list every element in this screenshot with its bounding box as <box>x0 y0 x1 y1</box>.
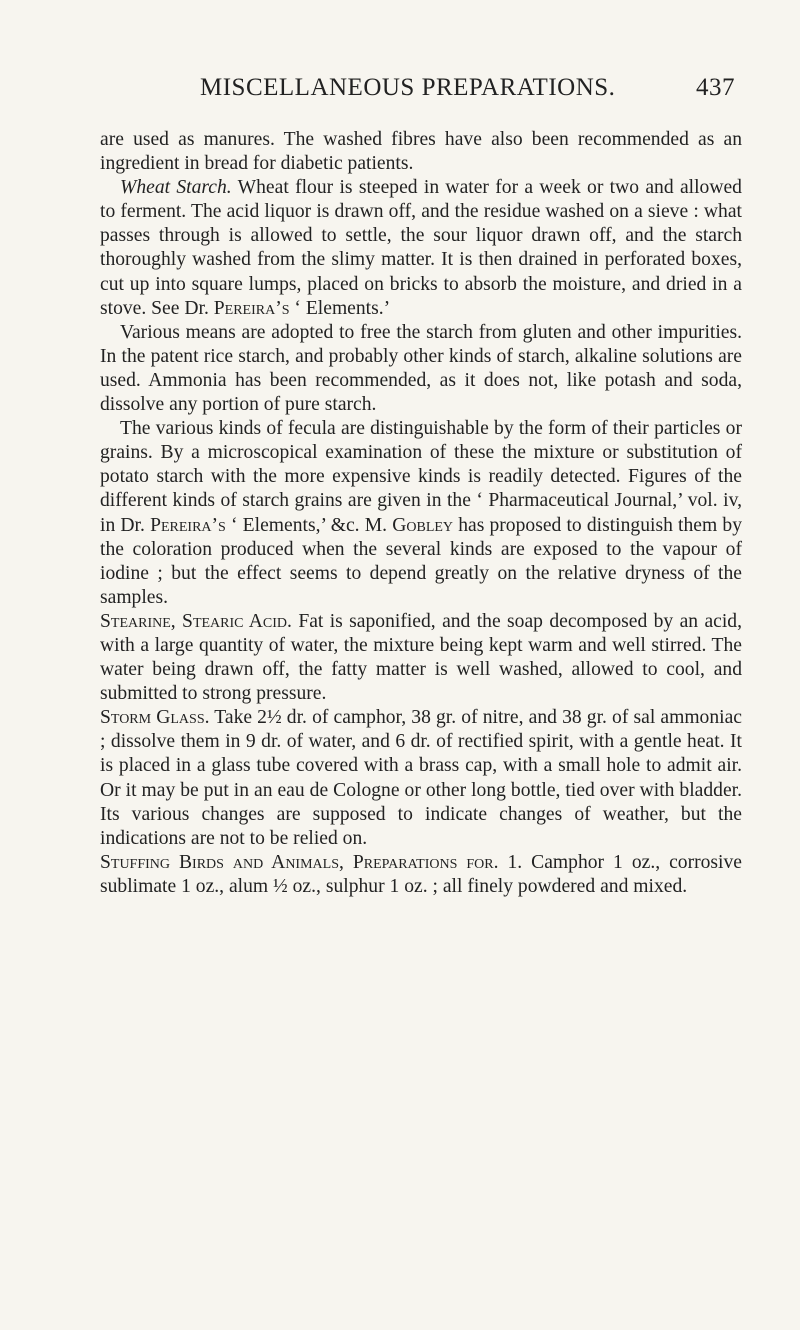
paragraph-stearine: Stearine, Stearic Acid. Fat is saponified, and the soap decomposed by an acid, with a large quantity of water, the mixture being kept warm and well stirred. The water being drawn off, the fatty matter is well washed, allowed to cool, and submitted to strong pressure. <box>100 610 743 705</box>
page-body <box>100 128 742 899</box>
running-title: MISCELLANEOUS PREPARATIONS. <box>200 74 616 101</box>
heading-stuffing: Stuffing Birds and Animals, Preparations for. <box>100 851 499 873</box>
paragraph-storm-glass: Storm Glass. Take 2½ dr. of camphor, 38 gr. of nitre, and 38 gr. of sal ammoniac ; dissolve them in 9 dr. of water, and 6 dr. of rectified spirit, with a gentle heat. It is placed in a glass tube covered with a brass cap, with a small hole to admit air. Or it may be put in an eau de Cologne or other long bottle, tied over with bladder. Its various changes are supposed to indicate changes of weather, but the indications are not to be relied on. <box>100 707 742 849</box>
paragraph-fecula: The various kinds of fecula are distinguishable by the form of their particles or grains. By a microscopical examination of these the mixture or substitution of potato starch with the more expensive kinds is readily detected. Figures of the different kinds of starch grains are given in the ‘ Pharmaceutical Journal,’ vol. iv, in Dr. Pereira’s ‘ Elements,’ &c. M. Gobley has proposed to distinguish them by the coloration produced when the several kinds are exposed to the vapour of iodine ; but the effect seems to depend greatly on the relative dryness of the samples. <box>100 418 742 608</box>
author-pereira-2: Pereira’s <box>150 514 226 536</box>
running-header <box>200 74 735 102</box>
paragraph-manures: are used as manures. The washed fibres have also been recommended as an ingredient in bread for diabetic patients. <box>100 129 742 175</box>
paragraph-wheat-starch: Wheat Starch. Wheat flour is steeped in water for a week or two and allowed to ferment. The acid liquor is drawn off, and the residue washed on a sieve : what passes through is allowed to settle, the sour liquor drawn off, and the starch thoroughly washed from the slimy matter. It is then drained in perforated boxes, cut up into square lumps, placed on bricks to absorb the moisture, and dried in a stove. See Dr. Pereira’s ‘ Elements.’ <box>100 177 742 319</box>
page-number: 437 <box>696 74 735 101</box>
heading-wheat-starch: Wheat Starch. <box>120 177 232 199</box>
author-pereira: Pereira’s <box>213 297 290 319</box>
heading-stearine: Stearine, Stearic Acid. <box>100 610 292 632</box>
paragraph-various-means: Various means are adopted to free the starch from gluten and other impurities. In the patent rice starch, and probably other kinds of starch, alkaline solutions are used. Ammonia has been recommended, as it does not, like potash and soda, dissolve any portion of pure starch. <box>100 321 742 416</box>
author-gobley: Gobley <box>392 514 454 536</box>
paragraph-stuffing: Stuffing Birds and Animals, Preparations for. 1. Camphor 1 oz., corrosive sublimate 1 oz., alum ½ oz., sulphur 1 oz. ; all finely powdered and mixed. <box>100 851 742 897</box>
heading-storm-glass: Storm Glass. <box>100 707 210 729</box>
